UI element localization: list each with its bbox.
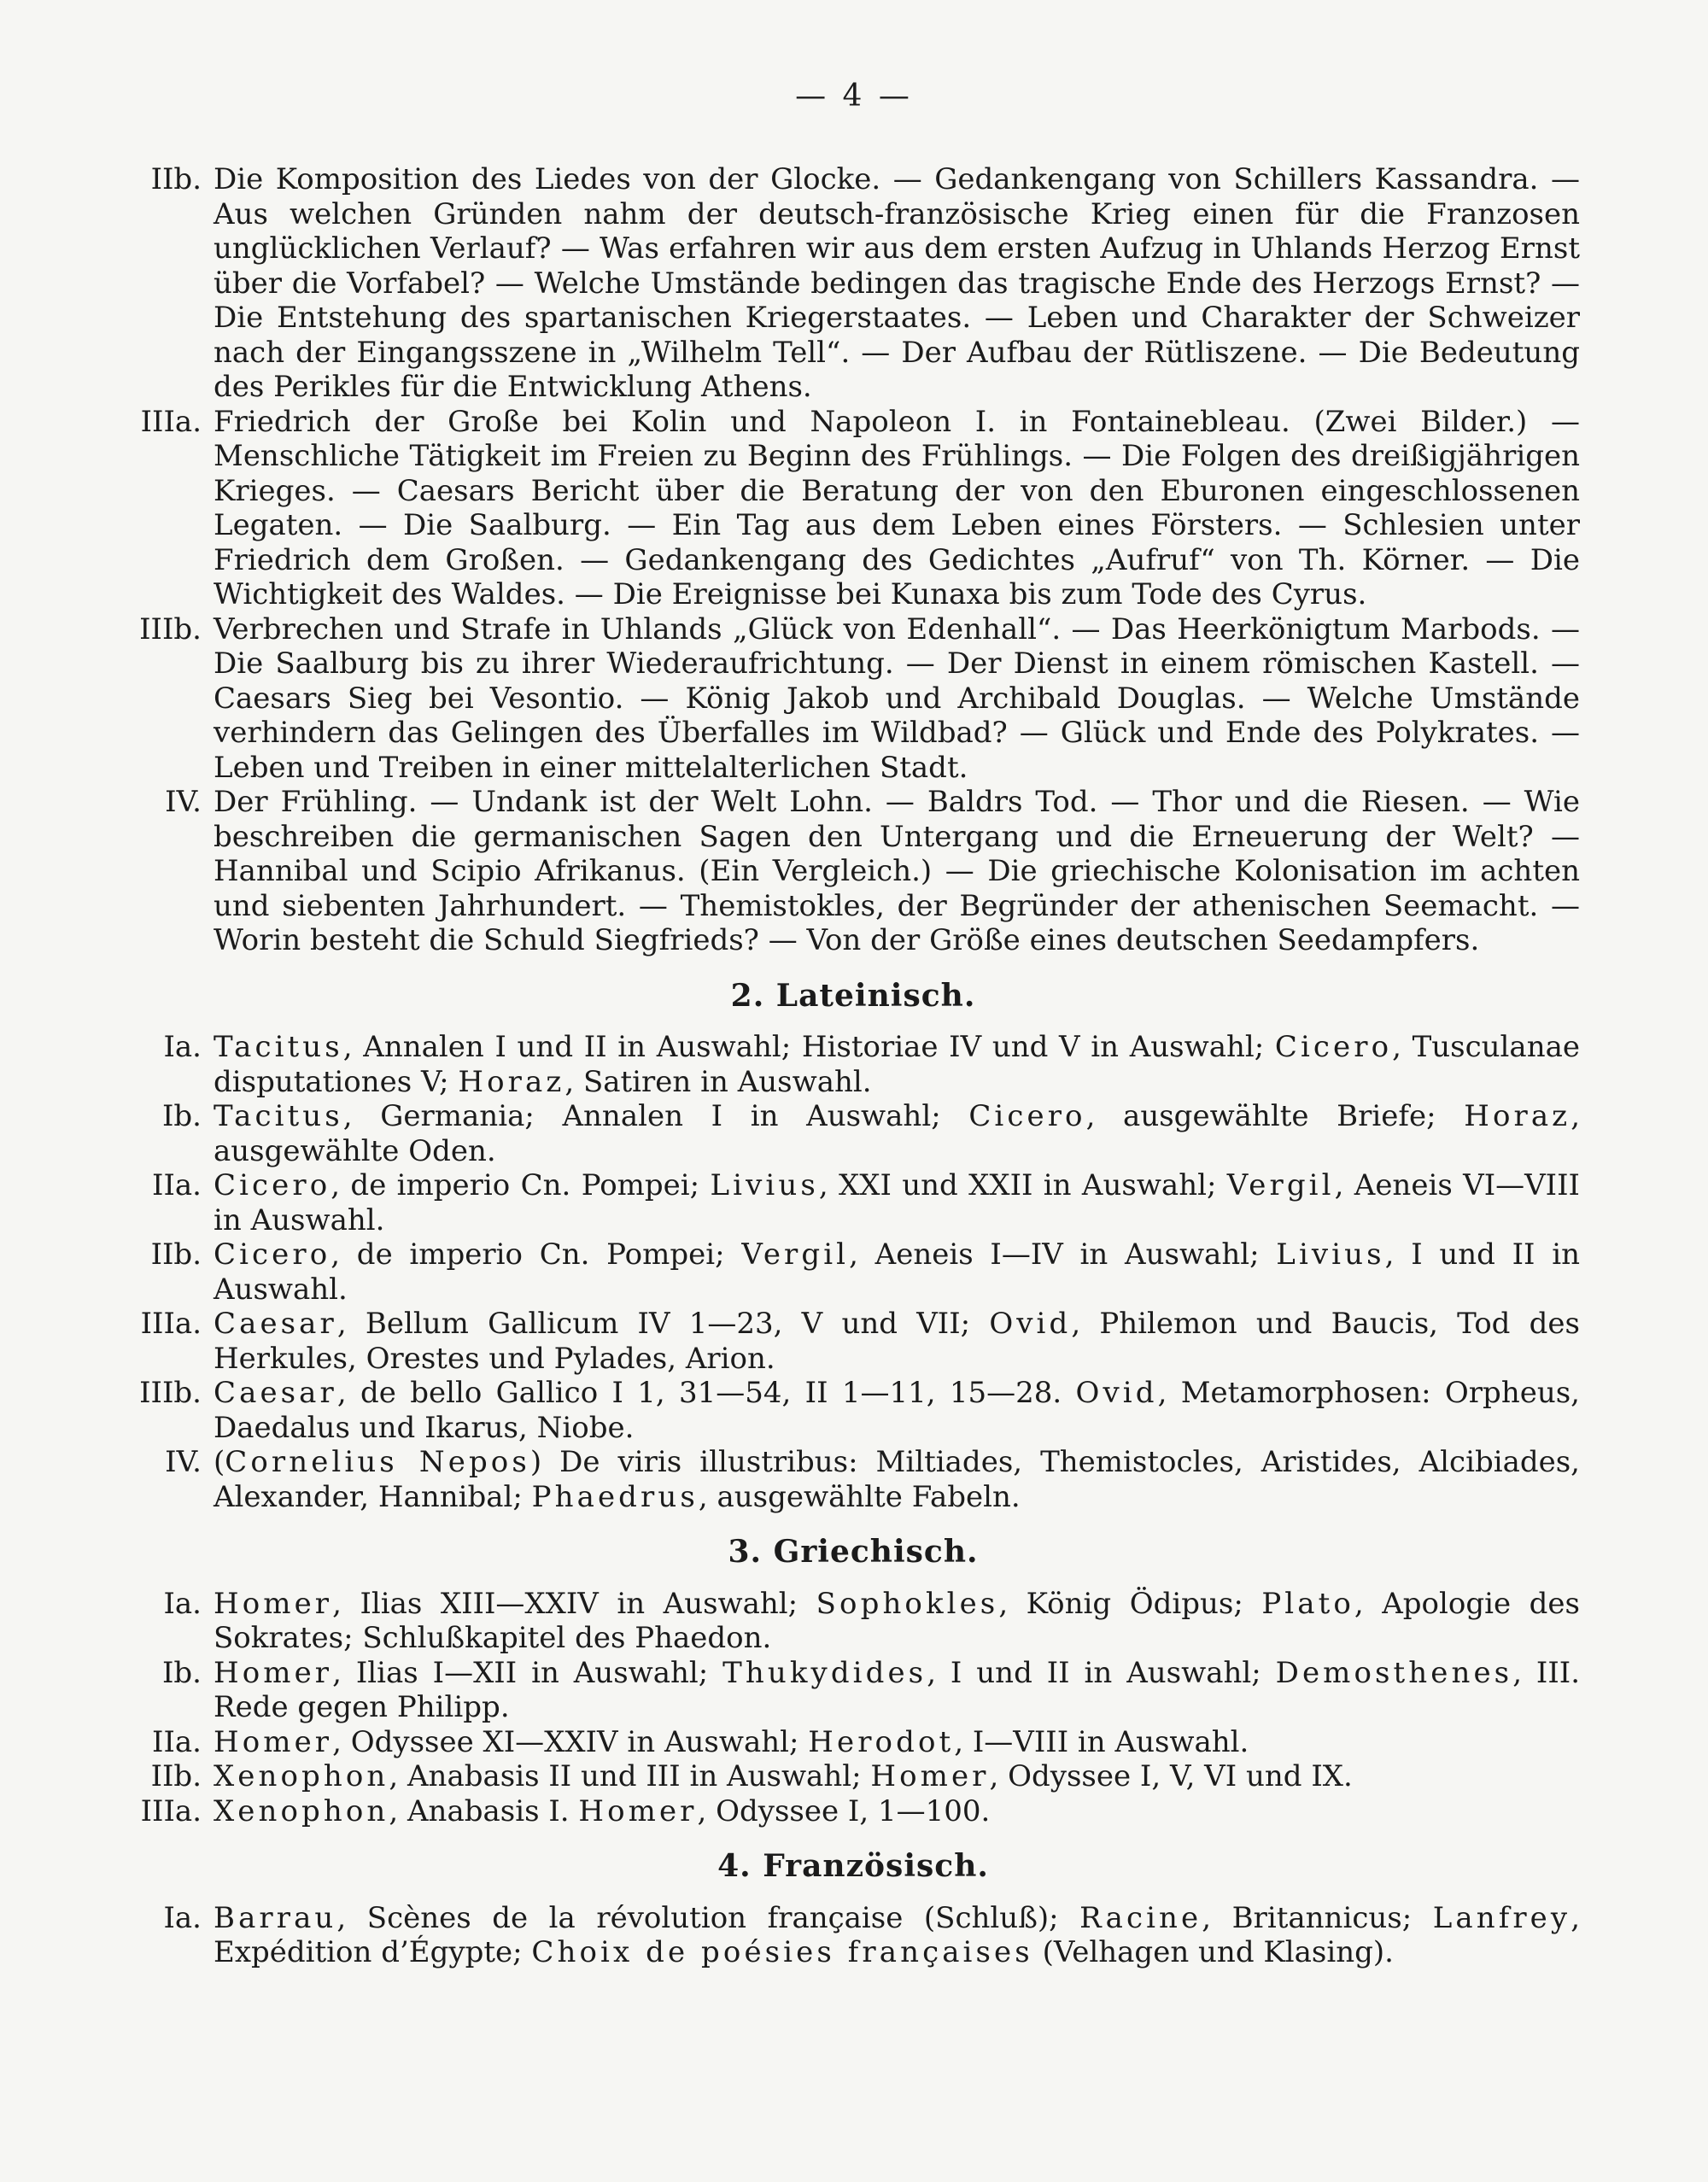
author-name: Horaz: [458, 1064, 565, 1099]
entry-text-segment: , Tusculanae disputationes V;: [214, 1030, 1580, 1099]
greek-heading: 3. Griechisch.: [728, 1534, 979, 1570]
author-name: Vergil: [741, 1237, 850, 1272]
entry-text-segment: , ausgewählte Oden.: [214, 1099, 1580, 1168]
author-name: Cicero: [1274, 1030, 1393, 1064]
french-entry: [126, 1901, 1580, 1970]
author-name: Xenophon: [214, 1793, 389, 1828]
class-label: IIb.: [150, 1237, 202, 1272]
entry-text-segment: , Britannicus;: [1202, 1900, 1433, 1935]
entry-text: [214, 1237, 1580, 1307]
page-content: [126, 162, 1580, 1970]
entry-text: [214, 1901, 1580, 1970]
class-label: Ia.: [163, 1900, 202, 1935]
author-name: Homer: [870, 1759, 990, 1793]
class-label: Ia.: [163, 1586, 202, 1621]
class-label: IIb.: [150, 162, 202, 196]
entry-text-segment: , I—VIII in Auswahl.: [954, 1724, 1249, 1759]
greek-entry: [126, 1587, 1580, 1656]
author-name: Caesar: [214, 1376, 337, 1410]
author-name: Cicero: [214, 1168, 331, 1202]
page-number: — 4 —: [795, 79, 913, 114]
german-topics-section: [126, 162, 1580, 958]
entry-text: [214, 1168, 1580, 1237]
author-name: Homer: [214, 1586, 333, 1621]
author-name: Plato: [1261, 1586, 1354, 1621]
class-label: IV.: [165, 785, 202, 819]
entry-text: [214, 1376, 1580, 1445]
entry-text-segment: , Aeneis VI—VIII in Auswahl.: [214, 1168, 1580, 1237]
class-label: IIIa.: [140, 1307, 202, 1341]
class-label: Ia.: [163, 1030, 202, 1064]
entry-text: [214, 1099, 1580, 1168]
entry-text-segment: , Metamorphosen: Orpheus, Daedalus und Ikarus, Niobe.: [214, 1376, 1580, 1445]
entry-text-segment: ) De viris illustribus: Miltiades, Themistocles, Aristides, Alcibiades, Alexander, Hannibal;: [214, 1445, 1580, 1514]
entry-text-segment: , I und II in Auswahl.: [214, 1237, 1580, 1307]
entry-text: [214, 1725, 1580, 1760]
author-name: Cicero: [968, 1099, 1086, 1133]
entry-text-segment: , Odyssee XI—XXIV in Auswahl;: [332, 1724, 809, 1759]
entry-text: [214, 1587, 1580, 1656]
entry-text-segment: , Anabasis I.: [389, 1793, 579, 1828]
latin-entry: [126, 1237, 1580, 1307]
entry-text-segment: , Odyssee I, 1—100.: [697, 1793, 991, 1828]
author-name: Tacitus: [214, 1030, 343, 1064]
greek-entry: [126, 1794, 1580, 1829]
german-entry-iiia: [126, 405, 1580, 612]
entry-text-segment: , Bellum Gallicum IV 1—23, V und VII;: [336, 1307, 990, 1341]
author-name: Phaedrus: [531, 1479, 699, 1514]
german-entry-iiib: [126, 612, 1580, 786]
author-name: Demosthenes: [1275, 1655, 1513, 1690]
latin-entry: [126, 1376, 1580, 1445]
author-name: Homer: [214, 1724, 333, 1759]
latin-entry: [126, 1099, 1580, 1168]
latin-entry: [126, 1445, 1580, 1514]
class-label: Ib.: [161, 1655, 202, 1690]
greek-entry: [126, 1725, 1580, 1760]
author-name: Livius: [710, 1168, 819, 1202]
author-name: Cicero: [214, 1237, 331, 1272]
author-name: Racine: [1079, 1900, 1202, 1935]
author-name: Ovid: [989, 1307, 1072, 1341]
latin-entry: [126, 1030, 1580, 1099]
author-name: Cornelius Nepos: [225, 1445, 530, 1479]
author-name: Tacitus: [214, 1099, 343, 1133]
class-label: IV.: [165, 1445, 202, 1479]
entry-text-segment: , Anabasis II und III in Auswahl;: [389, 1759, 871, 1793]
entry-text-segment: , de imperio Cn. Pompei;: [330, 1237, 742, 1272]
entry-text-segment: , Ilias I—XII in Auswahl;: [332, 1655, 723, 1690]
entry-text-segment: , Odyssee I, V, VI und IX.: [989, 1759, 1353, 1793]
entry-text-segment: , Aeneis I—IV in Auswahl;: [849, 1237, 1277, 1272]
author-name: Vergil: [1226, 1168, 1335, 1202]
entry-text-segment: , Germania; Annalen I in Auswahl;: [342, 1099, 969, 1133]
class-label: IIIa.: [140, 404, 202, 439]
author-name: Horaz: [1464, 1099, 1571, 1133]
author-name: Caesar: [214, 1307, 337, 1341]
class-label: IIa.: [152, 1724, 202, 1759]
entry-text-segment: (Velhagen und Klasing).: [1032, 1935, 1394, 1969]
greek-section: [126, 1587, 1580, 1829]
class-label: IIIb.: [139, 611, 202, 646]
class-label: IIb.: [150, 1759, 202, 1793]
author-name: Homer: [578, 1793, 698, 1828]
entry-text: [214, 1759, 1580, 1794]
entry-text-segment: , Satiren in Auswahl.: [564, 1064, 872, 1099]
german-entry-iv: [126, 785, 1580, 958]
author-name: Ovid: [1075, 1376, 1158, 1410]
entry-text-segment: , Annalen I und II in Auswahl; Historiae IV und V in Auswahl;: [342, 1030, 1275, 1064]
entry-text: [214, 1794, 1580, 1829]
greek-entry: [126, 1656, 1580, 1725]
author-name: Lanfrey: [1432, 1900, 1571, 1935]
author-name: Barrau: [214, 1900, 337, 1935]
entry-text: Verbrechen und Strafe in Uhlands „Glück von Edenhall“. — Das Heerkönigtum Marbods. — Die Saalburg bis zu ihrer Wiederaufrichtung. — Der Dienst in einem römischen Kastell. — Caesars Sieg bei Vesontio. — König Jakob und Archibald Douglas. — Welche Umstände verhindern das Gelingen des Überfalles im Wildbad? — Glück und Ende des Polykrates. — Leben und Treiben in einer mittelalterlichen Stadt.: [214, 611, 1580, 785]
entry-text: [214, 1030, 1580, 1099]
entry-text: Die Komposition des Liedes von der Glocke. — Gedankengang von Schillers Kassandra. — Aus welchen Gründen nahm der deutsch-französische Krieg einen für die Franzosen unglücklichen Verlauf? — Was erfahren wir aus dem ersten Aufzug in Uhlands Herzog Ernst über die Vorfabel? — Welche Umstände bedingen das tragische Ende des Herzogs Ernst? — Die Entstehung des spartanischen Kriegerstaates. — Leben und Charakter der Schweizer nach der Eingangsszene in „Wilhelm Tell“. — Der Aufbau der Rütliszene. — Die Bedeutung des Perikles für die Entwicklung Athens.: [214, 162, 1580, 404]
entry-text-segment: , Apologie des Sokrates; Schlußkapitel des Phaedon.: [214, 1586, 1580, 1655]
class-label: IIIb.: [139, 1376, 202, 1410]
class-label: Ib.: [161, 1099, 202, 1133]
author-name: Choix de poésies françaises: [531, 1935, 1033, 1969]
entry-text-segment: , de bello Gallico I 1, 31—54, II 1—11, 15—28.: [336, 1376, 1076, 1410]
entry-text-segment: , Scènes de la révolution française (Schluß);: [336, 1900, 1080, 1935]
entry-text-segment: , Expédition d’Égypte;: [214, 1900, 1580, 1969]
entry-text-segment: , ausgewählte Briefe;: [1085, 1099, 1465, 1133]
class-label: IIIa.: [140, 1793, 202, 1828]
author-name: Thukydides: [722, 1655, 927, 1690]
latin-entry: [126, 1307, 1580, 1376]
author-name: Homer: [214, 1655, 333, 1690]
french-section: [126, 1901, 1580, 1970]
author-name: Herodot: [808, 1724, 955, 1759]
entry-text-segment: , König Ödipus;: [998, 1586, 1262, 1621]
german-entry-iib: [126, 162, 1580, 405]
entry-text-segment: , ausgewählte Fabeln.: [698, 1479, 1021, 1514]
greek-entry: [126, 1759, 1580, 1794]
entry-text-segment: , III. Rede gegen Philipp.: [214, 1655, 1581, 1724]
latin-section: [126, 1030, 1580, 1514]
entry-text: Friedrich der Große bei Kolin und Napoleon I. in Fontainebleau. (Zwei Bilder.) — Menschliche Tätigkeit im Freien zu Beginn des Frühlings. — Die Folgen des dreißigjährigen Krieges. — Caesars Bericht über die Beratung der von den Eburonen eingeschlossenen Legaten. — Die Saalburg. — Ein Tag aus dem Leben eines Försters. — Schlesien unter Friedrich dem Großen. — Gedankengang des Gedichtes „Aufruf“ von Th. Körner. — Die Wichtigkeit des Waldes. — Die Ereignisse bei Kunaxa bis zum Tode des Cyrus.: [214, 404, 1580, 611]
entry-text: Der Frühling. — Undank ist der Welt Lohn. — Baldrs Tod. — Thor und die Riesen. — Wie beschreiben die germanischen Sagen den Untergang und die Erneuerung der Welt? — Hannibal und Scipio Afrikanus. (Ein Vergleich.) — Die griechische Kolonisation im achten und siebenten Jahrhundert. — Themistokles, der Begründer der athenischen Seemacht. — Worin besteht die Schuld Siegfrieds? — Von der Größe eines deutschen Seedampfers.: [214, 785, 1580, 957]
class-label: IIa.: [152, 1168, 202, 1202]
latin-heading: 2. Lateinisch.: [730, 977, 976, 1014]
author-name: Livius: [1276, 1237, 1385, 1272]
entry-text-segment: (: [214, 1445, 225, 1479]
entry-text-segment: , de imperio Cn. Pompei;: [330, 1168, 711, 1202]
latin-entry: [126, 1168, 1580, 1237]
entry-text-segment: , I und II in Auswahl;: [927, 1655, 1276, 1690]
author-name: Sophokles: [816, 1586, 999, 1621]
entry-text: [214, 1445, 1580, 1514]
entry-text-segment: , Ilias XIII—XXIV in Auswahl;: [332, 1586, 816, 1621]
entry-text-segment: , Philemon und Baucis, Tod des Herkules, Orestes und Pylades, Arion.: [214, 1307, 1580, 1376]
french-heading: 4. Französisch.: [717, 1848, 989, 1884]
entry-text-segment: , XXI und XXII in Auswahl;: [818, 1168, 1227, 1202]
author-name: Xenophon: [214, 1759, 389, 1793]
entry-text: [214, 1656, 1580, 1725]
entry-text: [214, 1307, 1580, 1376]
